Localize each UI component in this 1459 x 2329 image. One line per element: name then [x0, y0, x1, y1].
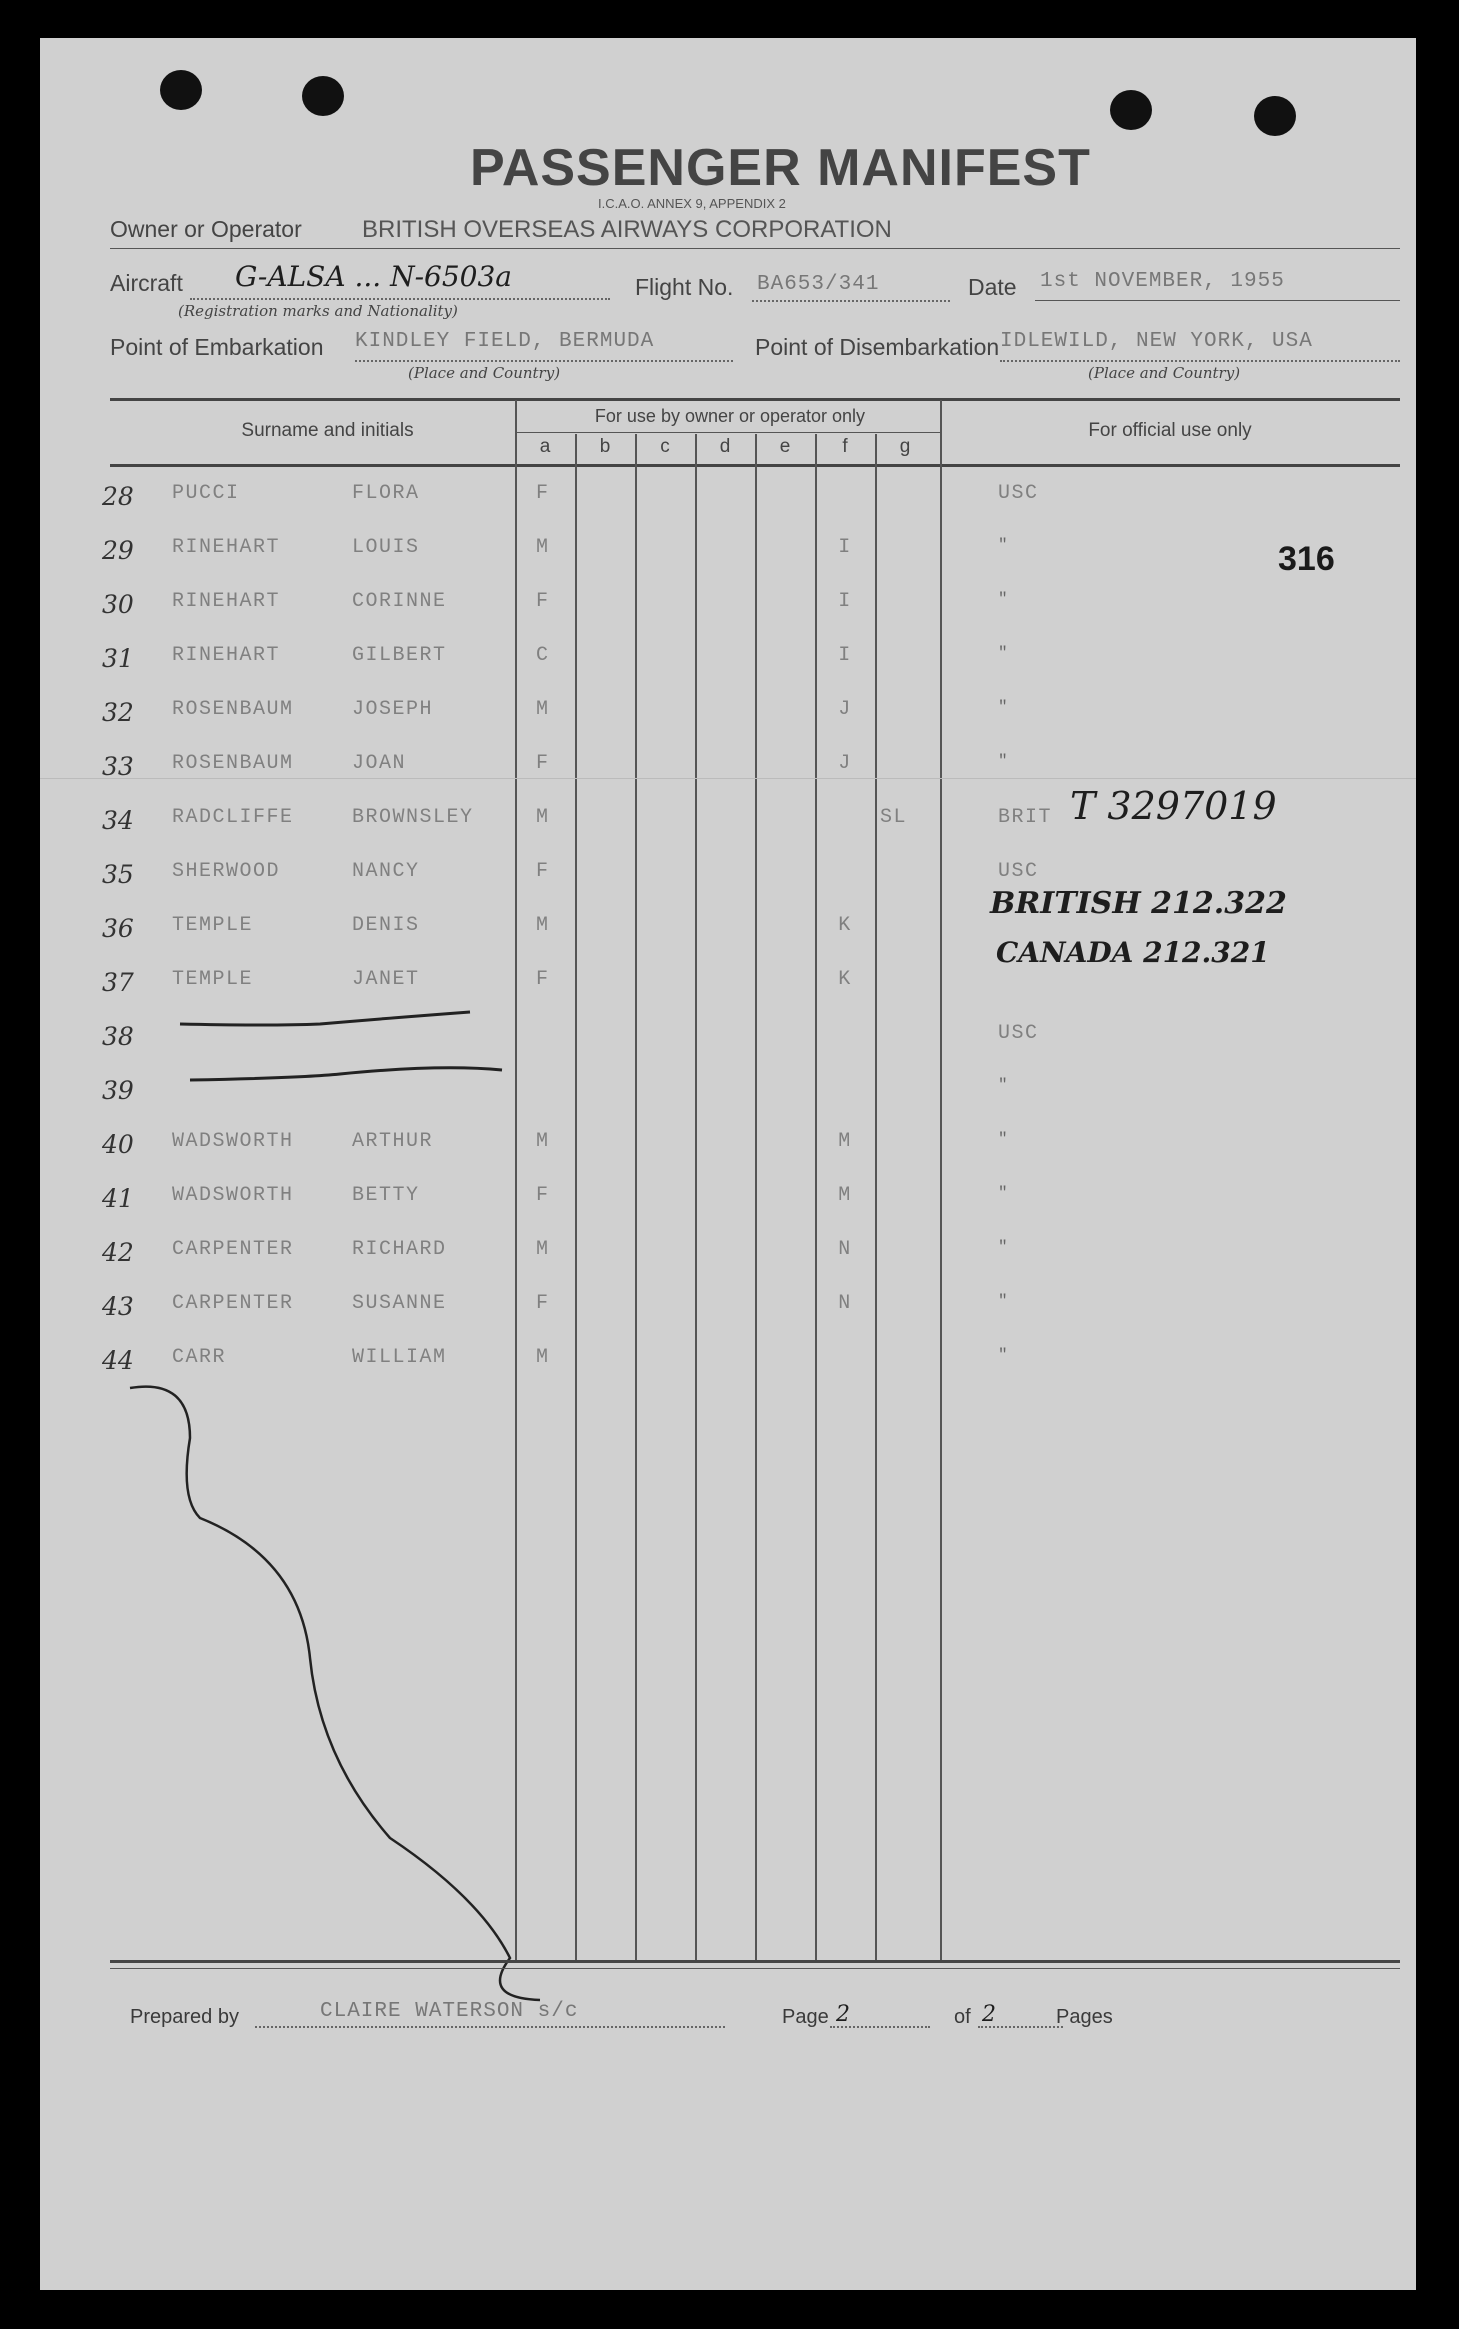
col-f-cell: N — [838, 1292, 852, 1315]
col-a-cell: M — [536, 1346, 550, 1369]
given-name-cell: ARTHUR — [352, 1130, 434, 1153]
row-number: 42 — [102, 1238, 134, 1267]
prepared-by-label: Prepared by — [130, 2006, 239, 2028]
surname-cell: RADCLIFFE — [172, 806, 294, 829]
surname-cell: RINEHART — [172, 590, 281, 613]
row-number: 43 — [102, 1292, 134, 1321]
row-number: 34 — [102, 806, 134, 835]
col-f-cell: I — [838, 590, 852, 613]
owner-use-header: For use by owner or operator only — [594, 406, 866, 426]
row-number: 33 — [102, 752, 134, 781]
col-a-cell: M — [536, 536, 550, 559]
aircraft-hint: (Registration marks and Nationality) — [178, 302, 458, 320]
surname-cell: RINEHART — [172, 644, 281, 667]
col-f-cell: I — [838, 644, 852, 667]
official-cell: " — [998, 1076, 1010, 1094]
row-number: 30 — [102, 590, 134, 619]
surname-cell: TEMPLE — [172, 968, 254, 991]
row-number: 39 — [102, 1076, 134, 1105]
col-f-cell: I — [838, 536, 852, 559]
official-cell: " — [998, 1346, 1010, 1364]
given-name-cell: BETTY — [352, 1184, 420, 1207]
given-name-cell: WILLIAM — [352, 1346, 447, 1369]
col-a-cell: F — [536, 968, 550, 991]
col-a-cell: F — [536, 752, 550, 775]
surname-cell: TEMPLE — [172, 914, 254, 937]
official-use-header: For official use only — [1088, 420, 1252, 441]
surname-cell: WADSWORTH — [172, 1130, 294, 1153]
date-value: 1st NOVEMBER, 1955 — [1040, 270, 1285, 293]
given-name-cell: CORINNE — [352, 590, 447, 613]
col-a-cell: F — [536, 590, 550, 613]
col-a-cell: F — [536, 860, 550, 883]
col-a-cell: M — [536, 806, 550, 829]
official-cell: " — [998, 1238, 1010, 1256]
disembarkation-value: IDLEWILD, NEW YORK, USA — [1000, 330, 1313, 353]
owner-value: BRITISH OVERSEAS AIRWAYS CORPORATION — [362, 216, 892, 243]
col-b-header: b — [599, 436, 611, 457]
col-a-cell: F — [536, 482, 550, 505]
row-number: 36 — [102, 914, 134, 943]
prepared-by-value: CLAIRE WATERSON s/c — [320, 2000, 579, 2023]
canada-number: CANADA 212.321 — [996, 936, 1270, 969]
page-value: 2 — [836, 2002, 850, 2027]
row-number: 35 — [102, 860, 134, 889]
disembarkation-label: Point of Disembarkation — [755, 334, 1000, 360]
stamp-number: 316 — [1278, 540, 1335, 578]
official-cell: USC — [998, 1022, 1039, 1045]
col-c-header: c — [660, 436, 670, 457]
flight-label: Flight No. — [635, 274, 734, 300]
col-e-header: e — [779, 436, 791, 457]
aircraft-label: Aircraft — [110, 270, 183, 296]
of-value: 2 — [982, 2002, 996, 2027]
page-label: Page — [782, 2006, 829, 2028]
col-a-header: a — [539, 436, 551, 457]
british-number: BRITISH 212.322 — [990, 886, 1287, 921]
given-name-cell: BROWNSLEY — [352, 806, 474, 829]
official-cell: " — [998, 698, 1010, 716]
col-g-cell: SL — [880, 806, 908, 829]
given-name-cell: NANCY — [352, 860, 420, 883]
official-cell: " — [998, 590, 1010, 608]
col-a-cell: M — [536, 698, 550, 721]
col-a-cell: M — [536, 914, 550, 937]
aircraft-value: G-ALSA ... N-6503a — [235, 260, 512, 293]
row-number: 38 — [102, 1022, 134, 1051]
col-f-cell: K — [838, 968, 852, 991]
col-f-cell: K — [838, 914, 852, 937]
given-name-cell: GILBERT — [352, 644, 447, 667]
official-cell: " — [998, 644, 1010, 662]
row-number: 32 — [102, 698, 134, 727]
col-f-header: f — [842, 436, 848, 457]
col-d-header: d — [719, 436, 731, 457]
col-a-cell: F — [536, 1292, 550, 1315]
surname-cell: SHERWOOD — [172, 860, 281, 883]
col-a-cell: M — [536, 1238, 550, 1261]
row-number: 37 — [102, 968, 134, 997]
manifest-title: PASSENGER MANIFEST — [470, 139, 1091, 197]
flight-value: BA653/341 — [757, 273, 880, 296]
given-name-cell: JOAN — [352, 752, 407, 775]
row-number: 29 — [102, 536, 134, 565]
embarkation-label: Point of Embarkation — [110, 334, 324, 360]
col-f-cell: M — [838, 1130, 852, 1153]
official-cell: BRIT — [998, 806, 1053, 829]
surname-cell: CARPENTER — [172, 1238, 294, 1261]
manifest-sheet — [40, 38, 1416, 2290]
surname-column-header: Surname and initials — [241, 420, 414, 441]
given-name-cell: FLORA — [352, 482, 420, 505]
embarkation-value: KINDLEY FIELD, BERMUDA — [355, 330, 655, 353]
given-name-cell: JOSEPH — [352, 698, 434, 721]
surname-cell: CARPENTER — [172, 1292, 294, 1315]
row-number: 41 — [102, 1184, 134, 1213]
row-number: 28 — [102, 482, 134, 511]
col-f-cell: M — [838, 1184, 852, 1207]
official-cell: " — [998, 752, 1010, 770]
col-f-cell: N — [838, 1238, 852, 1261]
surname-cell: RINEHART — [172, 536, 281, 559]
col-g-header: g — [899, 436, 911, 457]
row-number: 40 — [102, 1130, 134, 1159]
col-a-cell: F — [536, 1184, 550, 1207]
given-name-cell: SUSANNE — [352, 1292, 447, 1315]
row-number: 44 — [102, 1346, 134, 1375]
given-name-cell: RICHARD — [352, 1238, 447, 1261]
embarkation-hint: (Place and Country) — [408, 364, 561, 382]
row-number: 31 — [102, 644, 134, 673]
brit-number: T 3297019 — [1070, 784, 1277, 828]
surname-cell: CARR — [172, 1346, 227, 1369]
official-cell: " — [998, 1130, 1010, 1148]
col-f-cell: J — [838, 752, 852, 775]
official-cell: " — [998, 1184, 1010, 1202]
official-cell: " — [998, 1292, 1010, 1310]
disembarkation-hint: (Place and Country) — [1088, 364, 1241, 382]
official-cell: " — [998, 536, 1010, 554]
surname-cell: PUCCI — [172, 482, 240, 505]
surname-cell: WADSWORTH — [172, 1184, 294, 1207]
surname-cell: ROSENBAUM — [172, 752, 294, 775]
given-name-cell: DENIS — [352, 914, 420, 937]
date-label: Date — [968, 274, 1017, 300]
col-a-cell: C — [536, 644, 550, 667]
owner-label: Owner or Operator — [110, 216, 302, 242]
col-f-cell: J — [838, 698, 852, 721]
given-name-cell: LOUIS — [352, 536, 420, 559]
of-label: of — [954, 2006, 971, 2028]
surname-cell: ROSENBAUM — [172, 698, 294, 721]
handwritten-marks — [40, 38, 1416, 2290]
col-a-cell: M — [536, 1130, 550, 1153]
official-cell: USC — [998, 860, 1039, 883]
official-cell: USC — [998, 482, 1039, 505]
pages-label: Pages — [1056, 2006, 1113, 2028]
given-name-cell: JANET — [352, 968, 420, 991]
manifest-subtitle: I.C.A.O. ANNEX 9, APPENDIX 2 — [598, 196, 786, 211]
